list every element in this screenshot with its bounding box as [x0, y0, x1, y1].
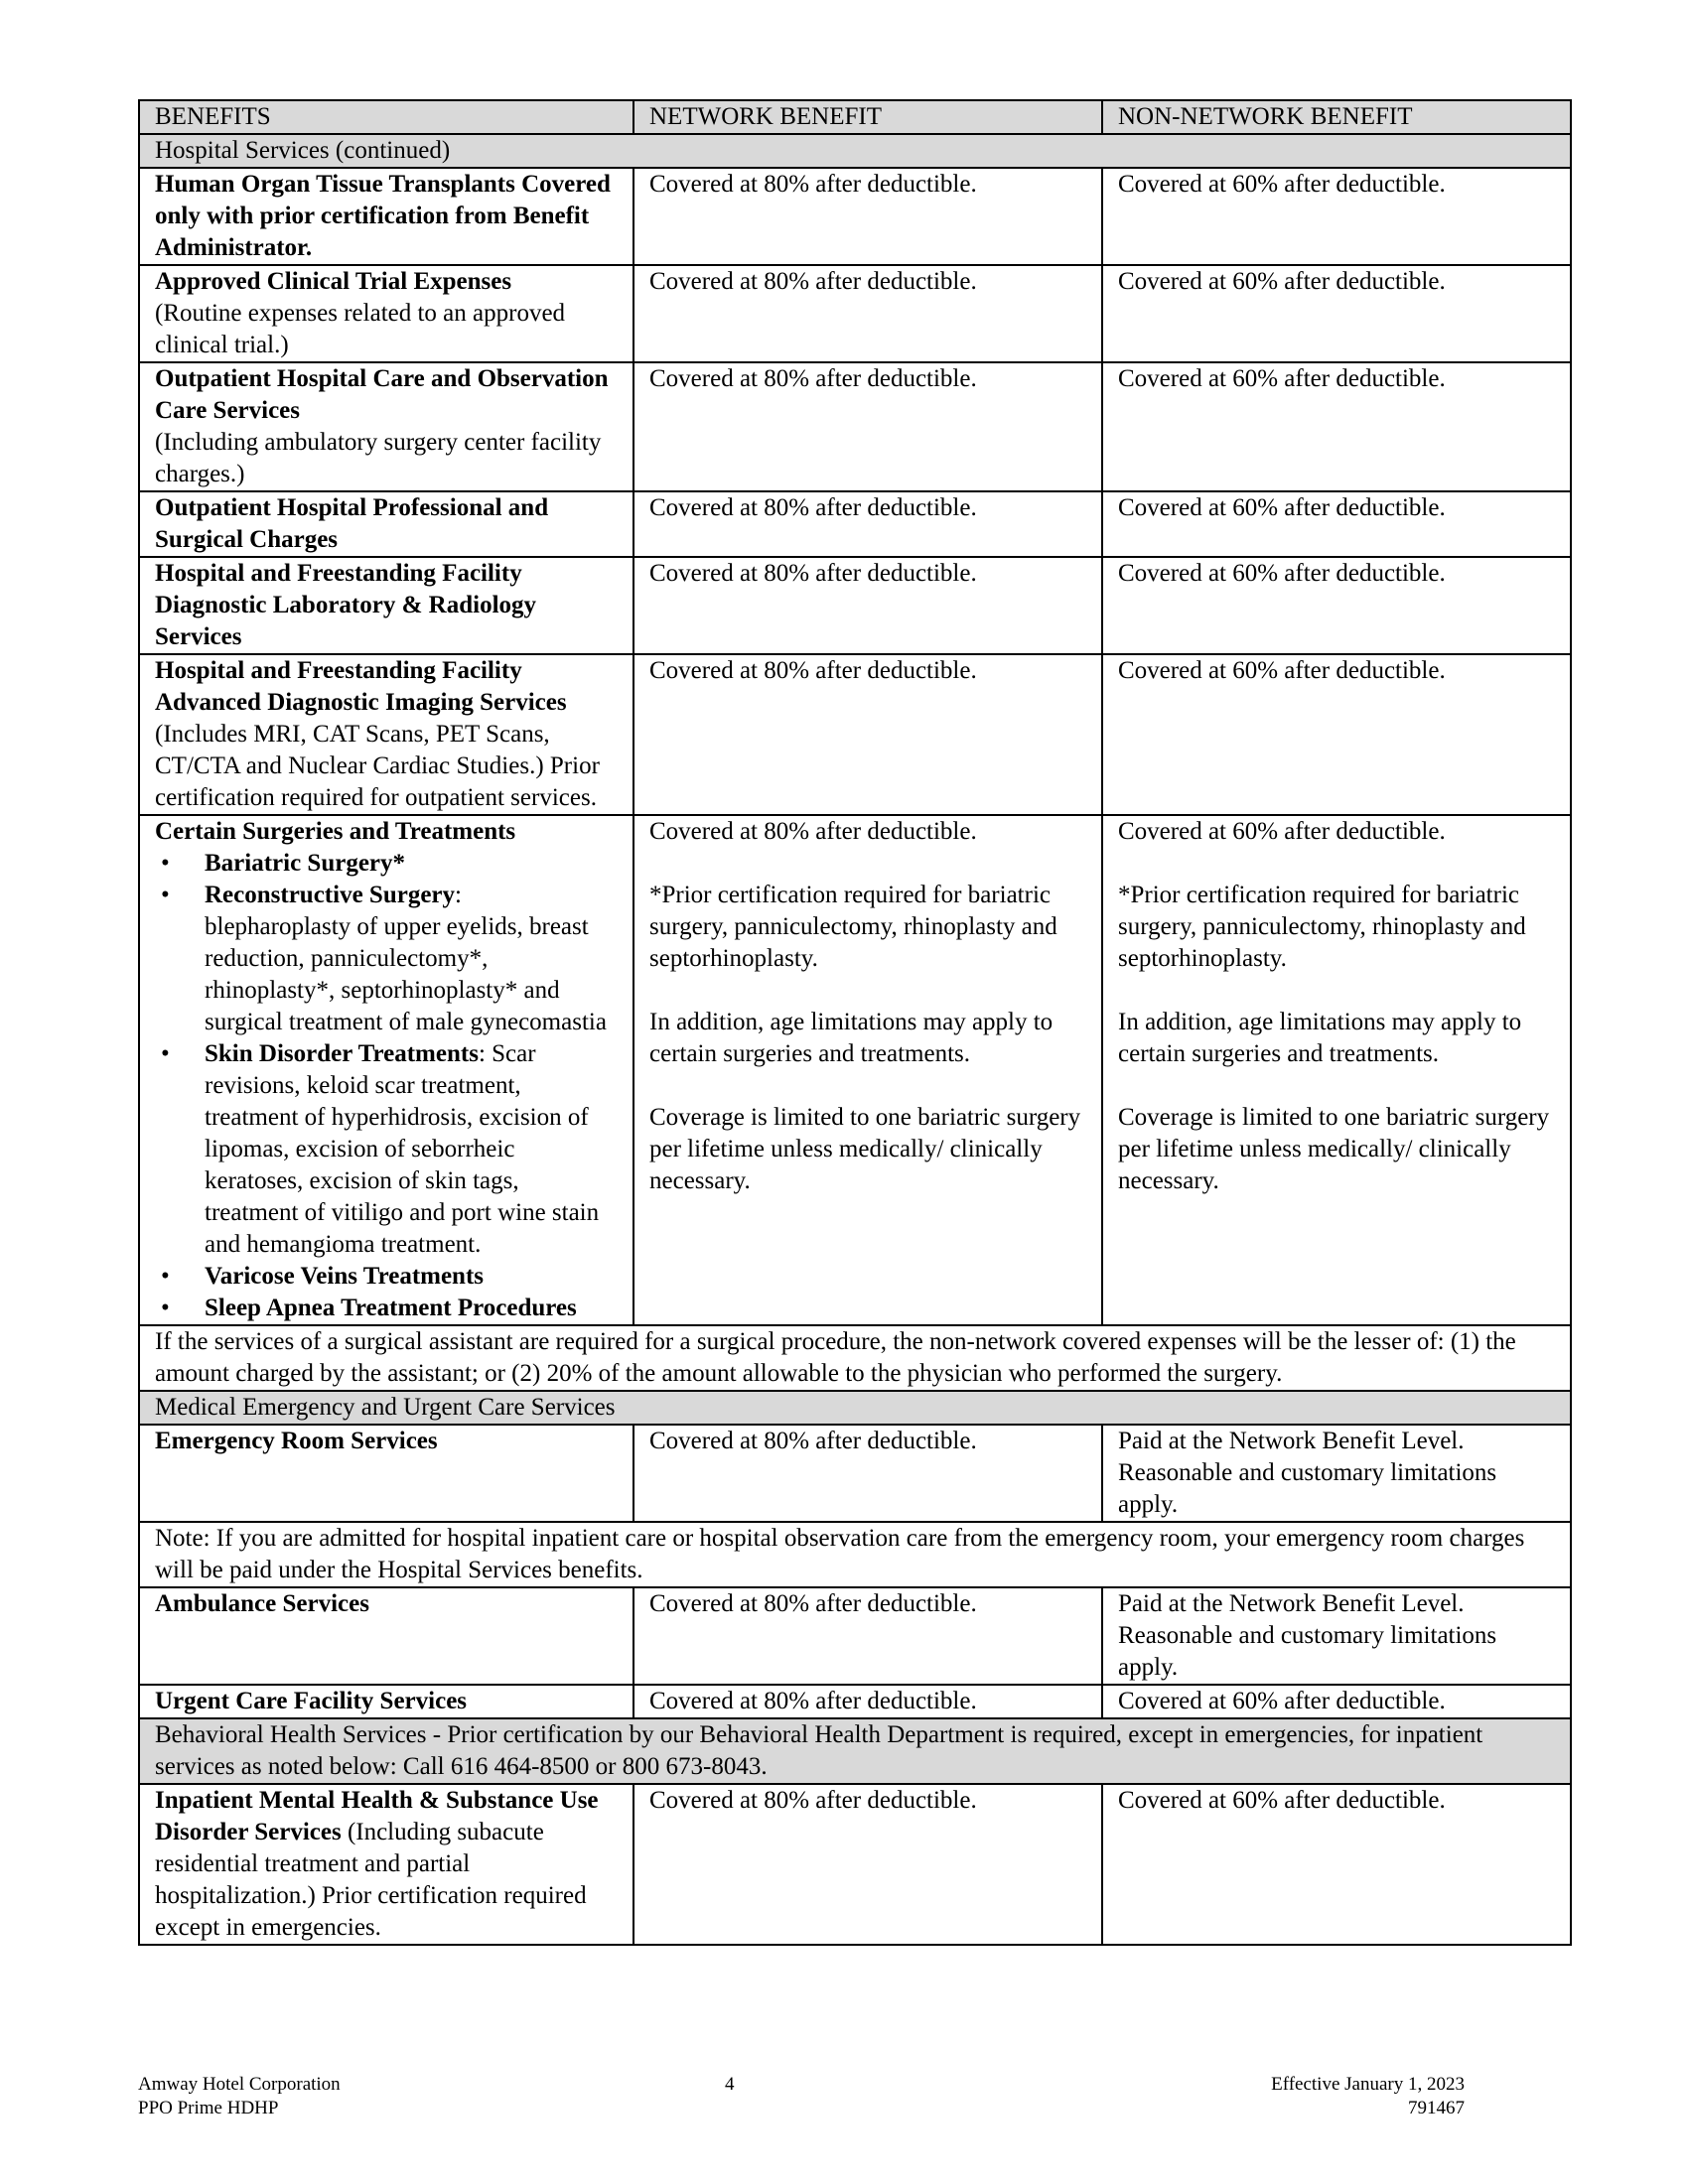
benefit-cell: [139, 1784, 633, 1945]
non-network-cell: Covered at 60% after deductible.: [1102, 265, 1571, 362]
network-cell: Covered at 80% after deductible.: [633, 557, 1102, 654]
table-row: [139, 1325, 1571, 1391]
table-row: [139, 1522, 1571, 1587]
list-item: [155, 1293, 613, 1324]
benefit-cell: [139, 1587, 633, 1685]
benefits-table: [138, 99, 1572, 1946]
table-row: [139, 168, 1571, 265]
bullet-title: Varicose Veins Treatments: [205, 1263, 485, 1290]
network-cell: [633, 815, 1102, 1325]
table-row: [139, 654, 1571, 815]
benefit-description: (Routine expenses related to an approved clinical trial.): [155, 300, 566, 358]
footer-plan: PPO Prime HDHP: [138, 2098, 279, 2118]
benefit-title: Outpatient Hospital Care and Observation Care Services: [155, 365, 609, 424]
benefit-description: (Includes MRI, CAT Scans, PET Scans, CT/CTA and Nuclear Cardiac Studies.) Prior certification required for outpatient services.: [155, 721, 600, 811]
benefit-title: Approved Clinical Trial Expenses: [155, 268, 512, 295]
footer-company: Amway Hotel Corporation: [138, 2074, 341, 2095]
section-row: [139, 1718, 1571, 1784]
surgery-list: [155, 848, 613, 1324]
footer-doc-number: 791467: [1408, 2098, 1465, 2118]
prior-cert-note: *Prior certification required for bariatric surgery, panniculectomy, rhinoplasty and septorhinoplasty.: [1118, 882, 1526, 972]
section-row: [139, 134, 1571, 168]
network-cell: Covered at 80% after deductible.: [633, 1685, 1102, 1718]
benefit-title: Emergency Room Services: [155, 1428, 438, 1454]
bullet-title: Bariatric Surgery*: [205, 850, 406, 877]
header-row: [139, 100, 1571, 134]
list-item: [155, 848, 613, 880]
benefit-title: Urgent Care Facility Services: [155, 1688, 468, 1714]
network-cell: Covered at 80% after deductible.: [633, 491, 1102, 557]
header-non-network: NON-NETWORK BENEFIT: [1102, 100, 1571, 134]
footer-left: [138, 2073, 341, 2120]
list-item: [155, 880, 613, 1038]
network-cell: Covered at 80% after deductible.: [633, 654, 1102, 815]
list-item: [155, 1261, 613, 1293]
network-coverage: Covered at 80% after deductible.: [649, 818, 977, 845]
list-item: [155, 1038, 613, 1261]
benefit-title: Human Organ Tissue Transplants Covered only with prior certification from Benefit Administrator.: [155, 171, 611, 261]
table-row: [139, 362, 1571, 491]
section-hospital-services: Hospital Services (continued): [139, 134, 1571, 168]
bullet-text: : Scar revisions, keloid scar treatment, treatment of hyperhidrosis, excision of lipomas, excision of seborrheic keratoses, excision of skin tags, treatment of vitiligo and port wine stain and hemangioma treatment.: [205, 1040, 600, 1258]
non-network-cell: Covered at 60% after deductible.: [1102, 557, 1571, 654]
non-network-cell: Covered at 60% after deductible.: [1102, 654, 1571, 815]
section-row: [139, 1391, 1571, 1425]
non-network-cell: Covered at 60% after deductible.: [1102, 491, 1571, 557]
benefit-cell: [139, 815, 633, 1325]
non-network-cell: [1102, 815, 1571, 1325]
non-network-cell: Covered at 60% after deductible.: [1102, 362, 1571, 491]
benefit-cell: [139, 362, 633, 491]
prior-cert-note: *Prior certification required for bariatric surgery, panniculectomy, rhinoplasty and septorhinoplasty.: [649, 882, 1057, 972]
bariatric-limit-note: Coverage is limited to one bariatric surgery per lifetime unless medically/ clinically necessary.: [649, 1104, 1081, 1194]
section-behavioral-health: Behavioral Health Services - Prior certification by our Behavioral Health Department is required, except in emergencies, for inpatient services as noted below: Call 616 464-8500 or 800 673-8043.: [139, 1718, 1571, 1784]
table-row: [139, 1425, 1571, 1522]
emergency-room-note: Note: If you are admitted for hospital inpatient care or hospital observation care from the emergency room, your emergency room charges will be paid under the Hospital Services benefits.: [139, 1522, 1571, 1587]
non-network-cell: Covered at 60% after deductible.: [1102, 1784, 1571, 1945]
benefit-title: Inpatient Mental Health & Substance Use Disorder Services: [155, 1787, 599, 1845]
table-row: [139, 815, 1571, 1325]
bullet-title: Skin Disorder Treatments: [205, 1040, 479, 1067]
benefit-cell: [139, 1425, 633, 1522]
surgical-assistant-note: If the services of a surgical assistant are required for a surgical procedure, the non-network covered expenses will be the lesser of: (1) the amount charged by the assistant; or (2) 20% of the amount allowable to the physician who performed the surgery.: [139, 1325, 1571, 1391]
table-row: [139, 1587, 1571, 1685]
benefit-cell: [139, 491, 633, 557]
network-cell: Covered at 80% after deductible.: [633, 362, 1102, 491]
network-cell: Covered at 80% after deductible.: [633, 265, 1102, 362]
table-row: [139, 557, 1571, 654]
section-emergency-services: Medical Emergency and Urgent Care Services: [139, 1391, 1571, 1425]
network-cell: Covered at 80% after deductible.: [633, 168, 1102, 265]
network-cell: Covered at 80% after deductible.: [633, 1425, 1102, 1522]
bullet-text: : blepharoplasty of upper eyelids, breast reduction, panniculectomy*, rhinoplasty*, septorhinoplasty* and surgical treatment of male gynecomastia: [205, 882, 607, 1035]
benefit-title: Ambulance Services: [155, 1590, 369, 1617]
benefit-cell: [139, 557, 633, 654]
table-row: [139, 491, 1571, 557]
network-cell: Covered at 80% after deductible.: [633, 1784, 1102, 1945]
benefit-cell: [139, 265, 633, 362]
benefit-cell: [139, 1685, 633, 1718]
benefit-title: Certain Surgeries and Treatments: [155, 818, 516, 845]
table-row: [139, 1685, 1571, 1718]
bariatric-limit-note: Coverage is limited to one bariatric surgery per lifetime unless medically/ clinically necessary.: [1118, 1104, 1550, 1194]
age-limit-note: In addition, age limitations may apply to certain surgeries and treatments.: [1118, 1009, 1522, 1067]
footer-effective-date: Effective January 1, 2023: [1271, 2074, 1465, 2095]
non-network-cell: Covered at 60% after deductible.: [1102, 1685, 1571, 1718]
table-row: [139, 265, 1571, 362]
benefit-cell: [139, 654, 633, 815]
network-cell: Covered at 80% after deductible.: [633, 1587, 1102, 1685]
non-network-cell: Paid at the Network Benefit Level. Reasonable and customary limitations apply.: [1102, 1425, 1571, 1522]
non-network-cell: Covered at 60% after deductible.: [1102, 168, 1571, 265]
non-network-coverage: Covered at 60% after deductible.: [1118, 818, 1446, 845]
bullet-title: Reconstructive Surgery: [205, 882, 456, 908]
table-row: [139, 1784, 1571, 1945]
header-benefits: BENEFITS: [139, 100, 633, 134]
non-network-cell: Paid at the Network Benefit Level. Reasonable and customary limitations apply.: [1102, 1587, 1571, 1685]
footer-right: [1271, 2073, 1465, 2120]
benefit-title: Hospital and Freestanding Facility Advanced Diagnostic Imaging Services: [155, 657, 567, 716]
age-limit-note: In addition, age limitations may apply to certain surgeries and treatments.: [649, 1009, 1054, 1067]
benefit-description: (Including ambulatory surgery center facility charges.): [155, 429, 602, 487]
header-network: NETWORK BENEFIT: [633, 100, 1102, 134]
benefit-cell: [139, 168, 633, 265]
page-number: 4: [725, 2074, 735, 2095]
benefit-title: Hospital and Freestanding Facility Diagnostic Laboratory & Radiology Services: [155, 560, 537, 650]
benefit-description: (Including subacute residential treatment and partial hospitalization.) Prior certification required except in emergencies.: [155, 1819, 587, 1941]
bullet-title: Sleep Apnea Treatment Procedures: [205, 1295, 577, 1321]
benefit-title: Outpatient Hospital Professional and Surgical Charges: [155, 494, 549, 553]
